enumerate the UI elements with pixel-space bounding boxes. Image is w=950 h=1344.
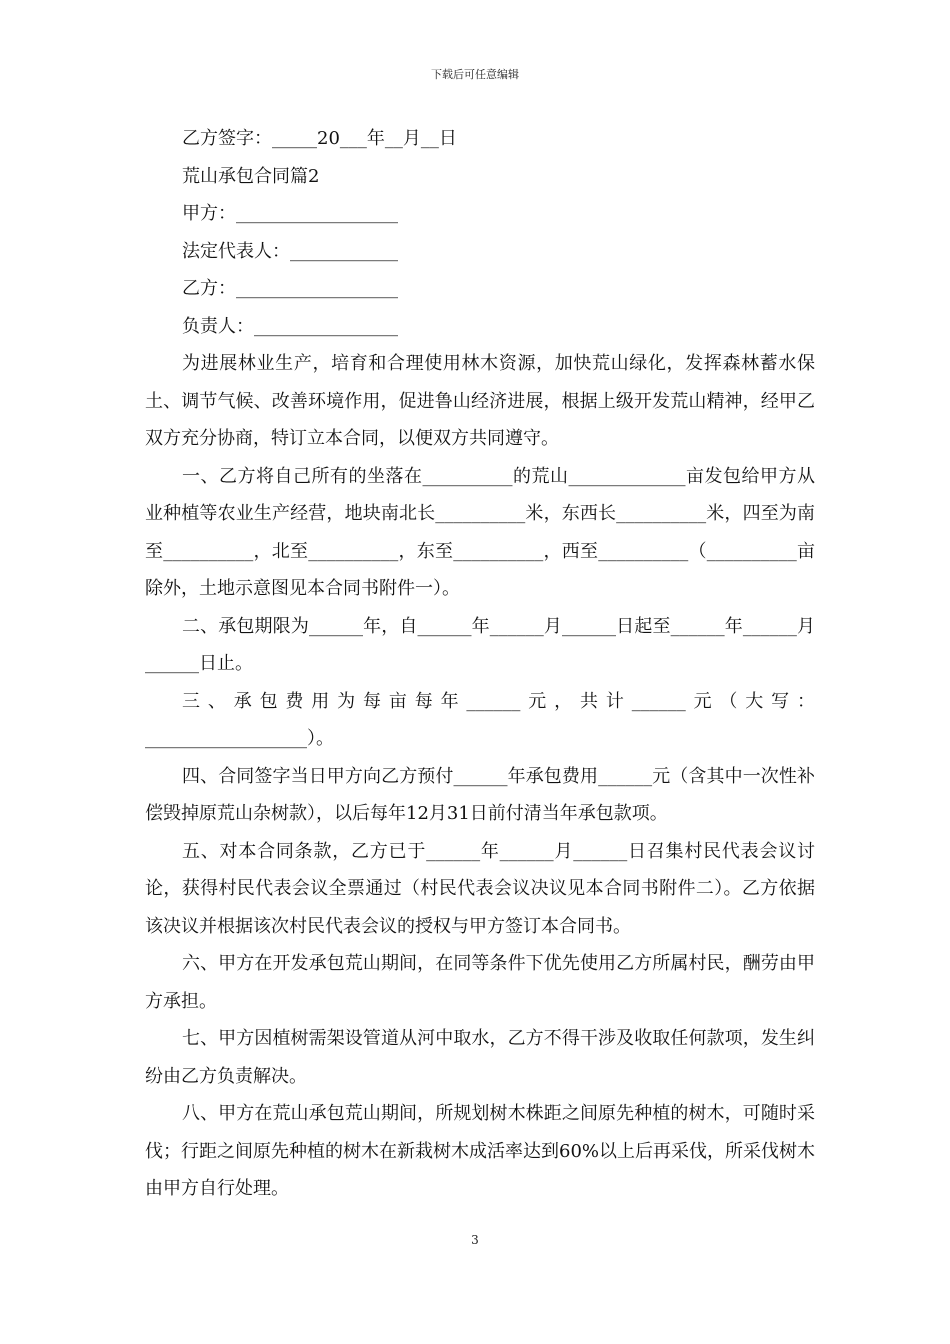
clause-1-paragraph: 一、乙方将自己所有的坐落在__________的荒山_____________亩发包给甲方从业种植等农业生产经营，地块南北长__________米，东西长__________米，四至为南至__________，北至__________，东至__________，西至__________（__________亩除外，土地示意图见本合同书附件一）。: [145, 465, 815, 599]
clause-7-paragraph: 七、甲方因植树需架设管道从河中取水，乙方不得干涉及收取任何款项，发生纠纷由乙方负责解决。: [145, 1028, 815, 1087]
page-header: 下载后可任意编辑: [431, 68, 519, 81]
preamble-paragraph: 为进展林业生产，培育和合理使用林木资源，加快荒山绿化，发挥森林蓄水保土、调节气候、改善环境作用，促进鲁山经济进展，根据上级开发荒山精神，经甲乙双方充分协商，特订立本合同，以便双方共同遵守。: [145, 353, 815, 449]
legal-representative-line: 法定代表人：____________: [182, 240, 398, 262]
responsible-person-line: 负责人：________________: [182, 315, 398, 337]
clause-4-paragraph: 四、合同签字当日甲方向乙方预付______年承包费用______元（含其中一次性补偿毁掉原荒山杂树款），以后每年12月31日前付清当年承包款项。: [145, 765, 815, 824]
party-b-signature-line: 乙方签字：_____20___年__月__日: [182, 128, 457, 149]
clause-3-paragraph: 三、承包费用为每亩每年______元，共计______元（大写：__________________）。: [145, 690, 815, 749]
section-title: 荒山承包合同篇2: [182, 165, 320, 187]
clause-8-paragraph: 八、甲方在荒山承包荒山期间，所规划树木株距之间原先种植的树木，可随时采伐；行距之间原先种植的树木在新栽树木成活率达到60%以上后再采伐，所采伐树木由甲方自行处理。: [145, 1103, 816, 1199]
page-number: 3: [471, 1233, 479, 1247]
clause-6-paragraph: 六、甲方在开发承包荒山期间，在同等条件下优先使用乙方所属村民，酬劳由甲方承担。: [145, 953, 815, 1012]
document-body: [145, 120, 815, 1208]
party-a-line: 甲方：__________________: [182, 203, 398, 224]
party-b-line: 乙方：__________________: [182, 278, 398, 299]
clause-2-paragraph: 二、承包期限为______年，自______年______月______日起至______年______月______日止。: [145, 615, 815, 674]
clause-5-paragraph: 五、对本合同条款，乙方已于______年______月______日召集村民代表会议讨论，获得村民代表会议全票通过（村民代表会议决议见本合同书附件二）。乙方依据该决议并根据该次村民代表会议的授权与甲方签订本合同书。: [145, 840, 815, 937]
